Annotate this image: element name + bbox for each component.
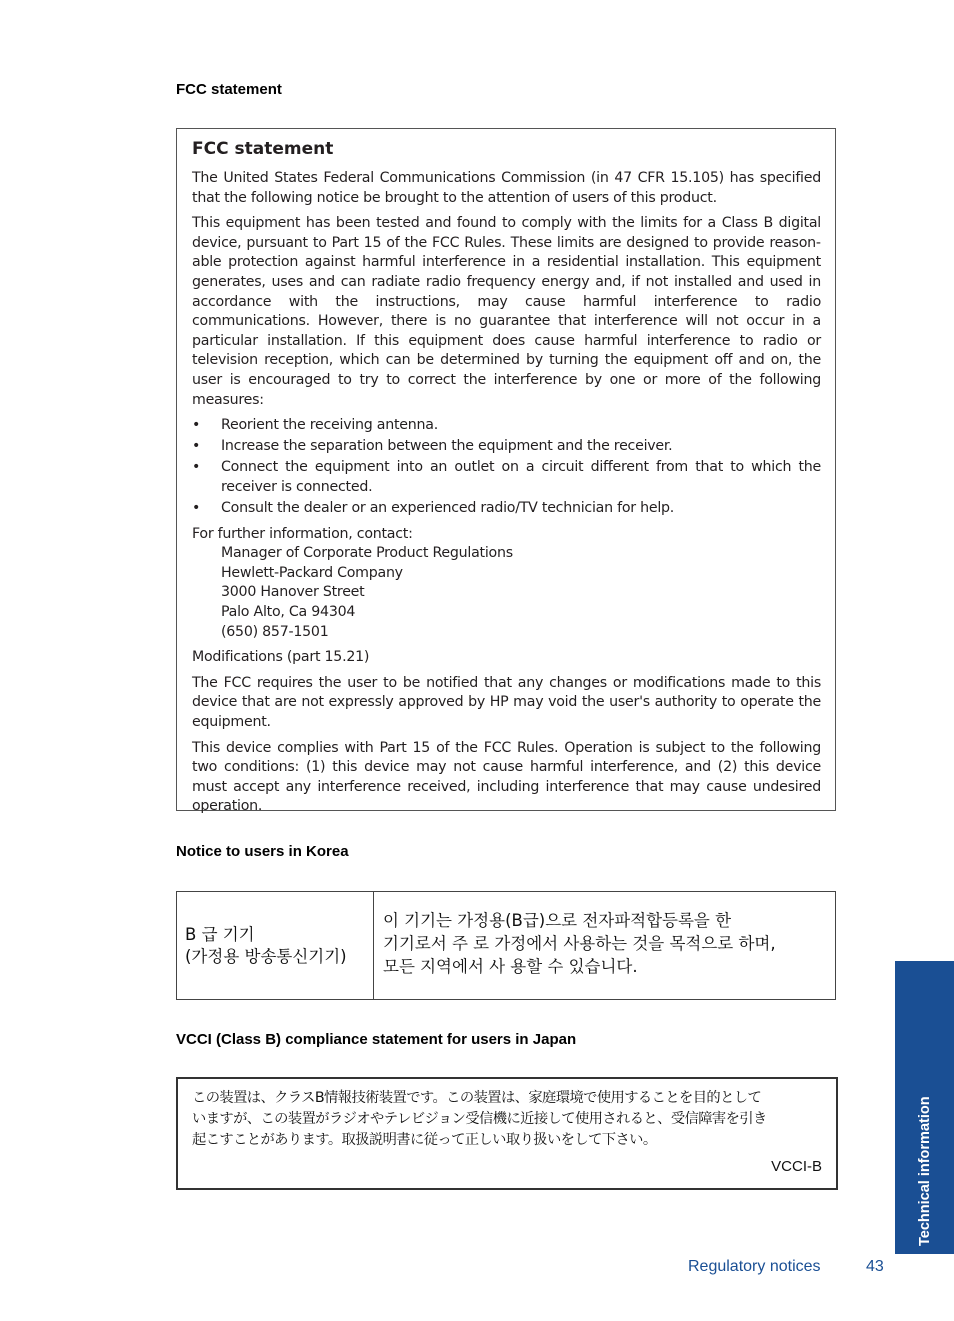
bullet-icon: • (192, 500, 201, 516)
korea-notice-line: 이 기기는 가정용(B급)으로 전자파적합등록을 한 (383, 911, 732, 930)
contact-line: Palo Alto, Ca 94304 (221, 603, 356, 620)
contact-line: Manager of Corporate Product Regulations (221, 545, 513, 562)
bullet-icon: • (192, 459, 201, 476)
korea-section-heading: Notice to users in Korea (176, 843, 349, 860)
vcci-section-heading: VCCI (Class B) compliance statement for users in Japan (176, 1031, 577, 1048)
contact-intro: For further information, contact: (192, 525, 413, 542)
measure-text: Connect the equipment into an outlet on a circuit different from that to which the receiver is connected. (221, 459, 821, 495)
compliance-paragraph: This device complies with Part 15 of the FCC Rules. Operation is subject to the following two conditions: (1) this device may not cause harmful interference, and (2) this device must accept any interference received, including interference that may cause undesired operation. (192, 739, 821, 815)
contact-address-block (221, 544, 821, 642)
bullet-icon: • (192, 417, 201, 434)
list-item (192, 416, 821, 436)
list-item (192, 437, 821, 457)
korea-notice-table (176, 891, 836, 1000)
korea-notice-line: 기기로서 주 로 가정에서 사용하는 것을 목적으로 하며, (383, 934, 776, 953)
korea-notice-cell (374, 892, 835, 999)
korea-class-label: B 급 기기 (185, 925, 255, 944)
contact-line: (650) 857-1501 (221, 623, 329, 640)
vcci-code-label: VCCI-B (771, 1158, 822, 1175)
fcc-statement-box (176, 128, 836, 815)
korea-notice-line: 모든 지역에서 사 용할 수 있습니다. (383, 957, 638, 976)
bullet-icon: • (192, 438, 201, 455)
korea-class-cell (177, 892, 374, 999)
measure-text: Increase the separation between the equipment and the receiver. (221, 438, 673, 455)
vcci-text-line: この装置は、クラスB情報技術装置です。この装置は、家庭環境で使用することを目的として (192, 1090, 762, 1106)
fcc-body-paragraph: This equipment has been tested and found to comply with the limits for a Class B digital device, pursuant to Part 15 of the FCC Rules. These limits are designed to provide reasonable protection against harmful interference in a residential installation. This equipment generates, uses and can radiate radio frequency energy and, if not installed and used in accordance with the instructions, may cause harmful interference to radio communications. However, there is no guarantee that interference will not occur in a particular installation. If this equipment does cause harmful interference to radio or television reception, which can be determined by turning the equipment off and on, the user is encouraged to try to correct the interference by one or more of the following measures: (192, 215, 821, 408)
fcc-box-title: FCC statement (192, 139, 334, 159)
footer-page-number: 43 (866, 1258, 884, 1275)
list-item (192, 458, 821, 497)
korea-class-description: (가정용 방송통신기기) (185, 947, 347, 966)
modifications-paragraph: The FCC requires the user to be notified that any changes or modifications made to this device that are not expressly approved by HP may void the user's authority to operate the equipment. (192, 674, 821, 730)
chapter-side-tab-label: Technical information (917, 1096, 933, 1246)
modifications-title: Modifications (part 15.21) (192, 649, 370, 666)
fcc-measures-list (192, 416, 821, 518)
vcci-text-line: いますが、この装置がラジオやテレビジョン受信機に近接して使用されると、受信障害を引き (192, 1111, 767, 1127)
fcc-intro-paragraph: The United States Federal Communications Commission (in 47 CFR 15.105) has specified that the following notice be brought to the attention of users of this product. (192, 170, 821, 206)
chapter-side-tab (895, 961, 954, 1254)
contact-line: 3000 Hanover Street (221, 584, 365, 601)
vcci-text-line: 起こすことがあります。取扱説明書に従って正しい取り扱いをして下さい。 (192, 1132, 657, 1148)
contact-line: Hewlett-Packard Company (221, 564, 403, 581)
fcc-section-heading: FCC statement (176, 81, 282, 98)
vcci-statement-box (176, 1077, 838, 1190)
list-item (192, 499, 821, 519)
measure-text: Consult the dealer or an experienced radio/TV technician for help. (221, 500, 675, 516)
measure-text: Reorient the receiving antenna. (221, 417, 438, 434)
footer-section-name: Regulatory notices (688, 1258, 821, 1275)
